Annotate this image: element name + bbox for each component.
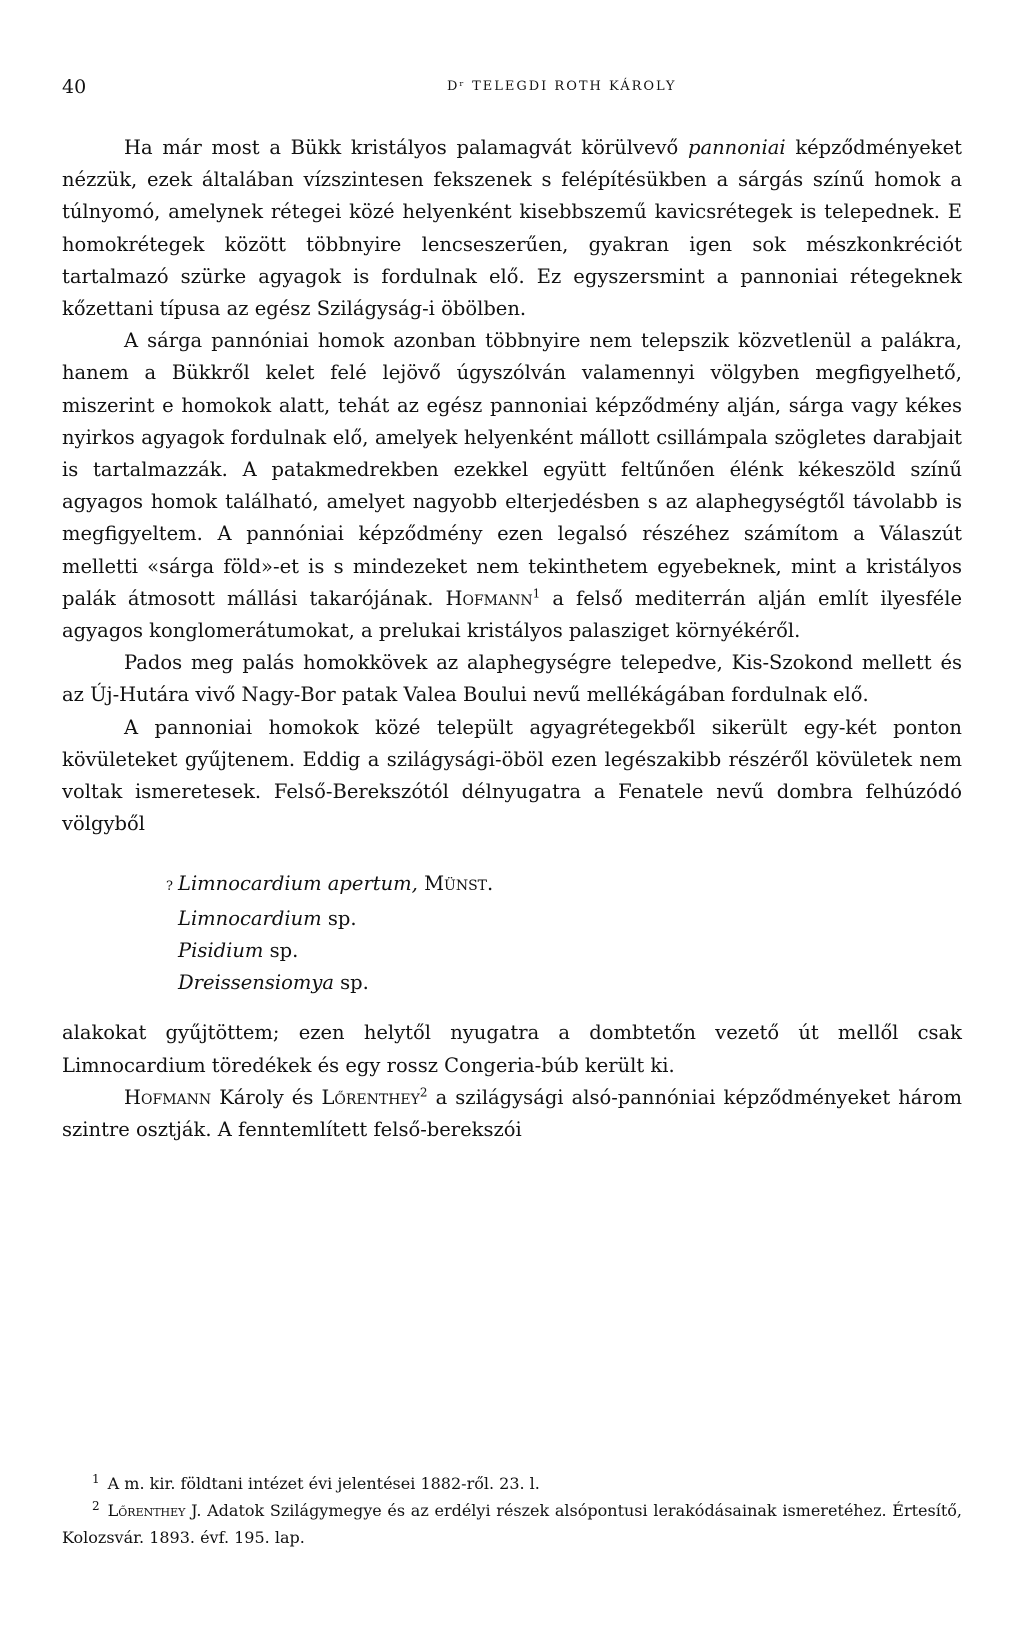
running-title: Dʳ TELEGDI ROTH KÁROLY bbox=[447, 79, 677, 94]
fossil-name: Pisidium bbox=[178, 939, 264, 963]
footnote-author: Lőrenthey bbox=[107, 1501, 186, 1520]
paragraph-5: alakokat gyűjtöttem; ezen helytől nyugatra a dombtetőn vezető út mellől csak Limnocardium töredékek és egy rossz Congeria-búb került ki. bbox=[62, 1021, 962, 1077]
p2-author: Hofmann bbox=[445, 586, 533, 610]
paragraph-4: A pannoniai homokok közé települt agyagrétegekből sikerült egy-két ponton kövületeket gyűjtenem. Eddig a szilágysági-öböl ezen legészakibb részéről kövületek nem voltak ismeretesek. Felső-Berekszótól délnyugatra a Fenatele nevű dombra felhúzódó völgyből bbox=[62, 715, 962, 836]
fossil-name: Limnocardium apertum, bbox=[178, 872, 418, 896]
p6-author-1: Hofmann bbox=[124, 1085, 212, 1109]
fossil-name: Limnocardium bbox=[178, 907, 322, 931]
paragraph-1 bbox=[62, 132, 962, 325]
footnote-text: A m. kir. földtani intézet évi jelentései 1882-ről. 23. l. bbox=[107, 1474, 540, 1493]
paragraph-2 bbox=[62, 325, 962, 647]
page-header bbox=[62, 76, 962, 106]
p6-author-2: Lőrenthey bbox=[321, 1085, 420, 1109]
fossil-item bbox=[178, 903, 962, 935]
fossil-item bbox=[178, 967, 962, 999]
fossil-suffix: sp. bbox=[269, 939, 299, 963]
footnote-text: J. Adatok Szilágymegye és az erdélyi részek alsópontusi lerakódásainak ismeretéhez. Értesítő, Kolozsvár. 1893. évf. 195. lap. bbox=[62, 1501, 962, 1547]
p1-text-start: Ha már most a Bükk kristályos palamagvát körülvevő bbox=[124, 136, 688, 159]
footnote-mark: 1 bbox=[92, 1471, 100, 1486]
p6-text-mid: Károly és bbox=[211, 1085, 322, 1109]
footnote-ref-2: 2 bbox=[419, 1085, 428, 1100]
footnotes bbox=[62, 1470, 962, 1551]
paragraph-6 bbox=[62, 1082, 962, 1146]
footnote-ref-1: 1 bbox=[532, 586, 541, 601]
footnote-2 bbox=[62, 1497, 962, 1551]
fossil-list bbox=[62, 868, 962, 999]
fossil-suffix: sp. bbox=[340, 971, 369, 995]
fossil-item bbox=[178, 935, 962, 967]
main-text bbox=[62, 132, 962, 1146]
p1-text-end: képződményeket nézzük, ezek általában vízszintesen fekszenek s felépítésükben a sárgás színű homok a túlnyomó, amelynek rétegei közé helyenként kisebbszemű kavicsrétegek is telepednek. E homokrétegek között többnyire lencseszerűen, gyakran igen sok mészkonkréciót tartalmazó szürke agyagok is fordulnak elő. Ez egyszersmint a pannoniai rétegeknek kőzettani típusa az egész Szilágyság-i öbölben. bbox=[62, 136, 962, 321]
p6-text-end: a szilágysági alsó-pannóniai képződményeket három szintre osztják. A fenntemlített felső-berekszói bbox=[62, 1085, 962, 1142]
footnote-1 bbox=[62, 1470, 962, 1497]
p2-text-start: A sárga pannóniai homok azonban többnyire nem telepszik közvetlenül a palákra, hanem a Bükkről kelet felé lejövő úgyszólván valamennyi völgyben megfigyelhető, miszerint e homokok alatt, tehát az egész pannoniai képződmény alján, sárga vagy kékes nyirkos agyagok fordulnak elő, amelyek helyenként mállott csillámpala szögletes darabjait is tartalmazzák. A patakmedrekben ezekkel együtt feltűnően élénk kékeszöld színű agyagos homok található, amelyet nagyobb elterjedésben s az alaphegységtől távolabb is megfigyeltem. A pannóniai képződmény ezen legalsó részéhez számítom a Válaszút melletti «sárga föld»-et is s mindezeket nem tekinthetem egyebeknek, mint a kristályos palák átmosott mállási takarójának. bbox=[62, 329, 962, 610]
p1-italic-term: pannoniai bbox=[687, 136, 786, 159]
footnote-mark: 2 bbox=[92, 1498, 100, 1513]
fossil-item: ? Limnocardium apertum, Münst. bbox=[166, 872, 494, 896]
paragraph-3: Pados meg palás homokkövek az alaphegységre telepedve, Kis-Szokond mellett és az Új-Hutára vivő Nagy-Bor patak Valea Boului nevű mellékágában fordulnak elő. bbox=[62, 651, 962, 707]
fossil-suffix: sp. bbox=[327, 907, 357, 931]
page-number: 40 bbox=[62, 76, 87, 98]
fossil-author: Münst. bbox=[424, 872, 494, 896]
p2-text-end: a felső mediterrán alján említ ilyesféle agyagos konglomerátumokat, a prelukai kristályos palasziget környékéről. bbox=[62, 586, 962, 643]
fossil-name: Dreissensiomya bbox=[178, 971, 334, 995]
